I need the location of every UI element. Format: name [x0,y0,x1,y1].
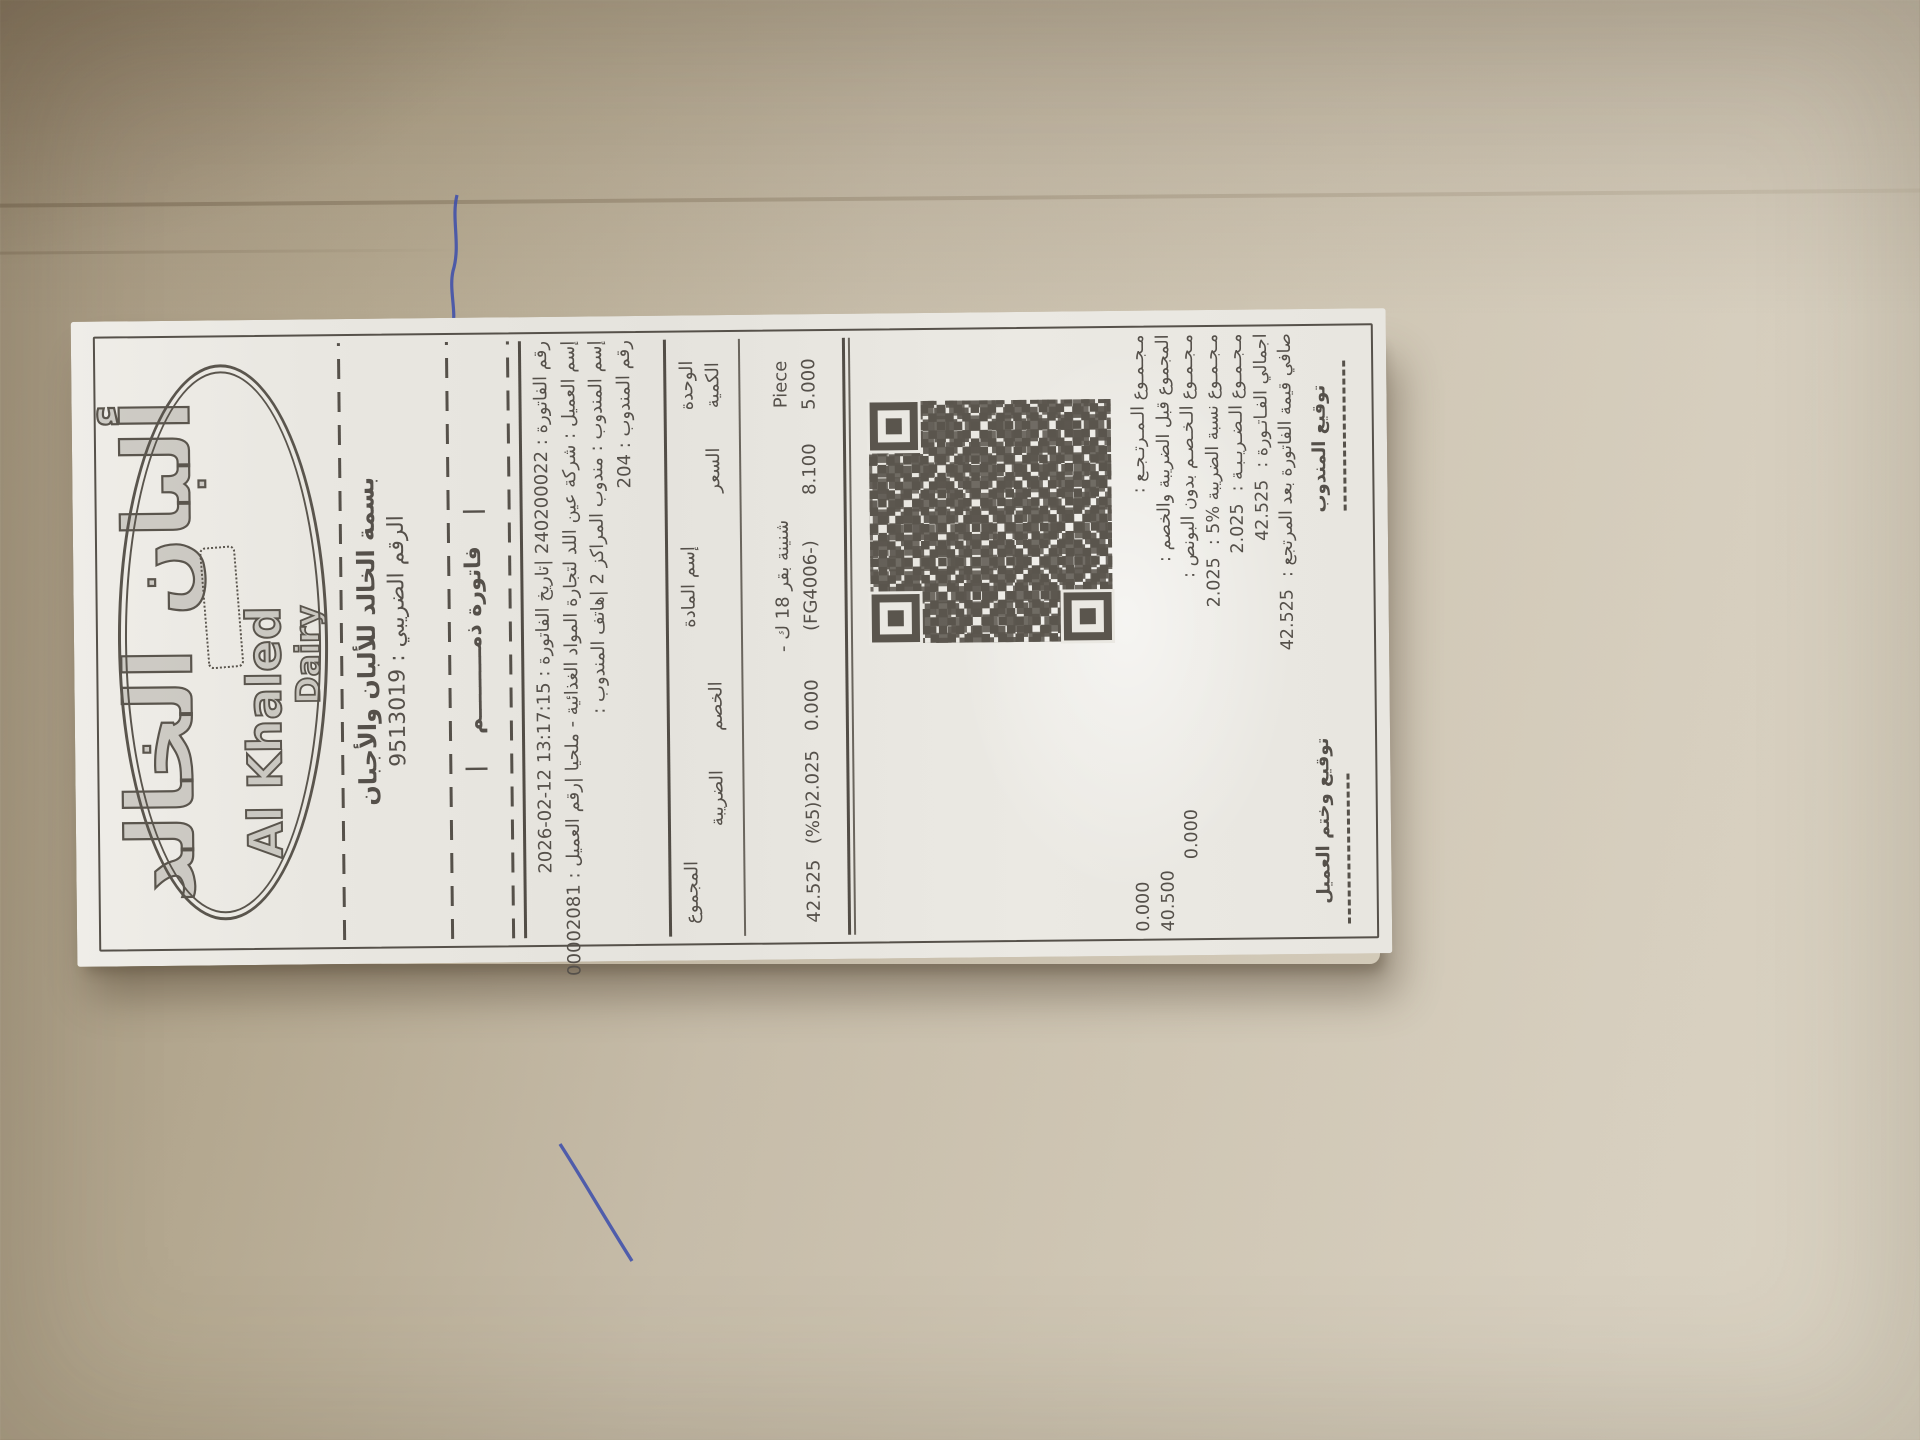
col-price-header: السعر [703,447,725,493]
item-price: 8.100 [798,443,821,496]
total-label: مـجـمـوع نسبة الضريبة %5 : [1201,333,1224,546]
item-tax: 2.025(%5) [802,749,825,845]
document-type: | فاتورة ذمـــــــــم | [460,507,489,773]
spacer [769,430,796,508]
logo-dairy-text: Dairy [287,604,328,705]
col-discount-header: الخصم [705,681,727,732]
logo-arabic-text: ألبان الخالد [103,398,216,904]
salesman-signature-line [1342,361,1347,511]
spacer [677,664,704,748]
pen-mark-top [443,193,469,328]
total-label: مـجـمـوع الـضـريـبـة : [1225,333,1248,492]
col-total-header: المجموع [681,860,703,925]
spacer [678,748,705,848]
dashed-divider [506,341,515,938]
col-item-name-header: إسم المادة [678,546,700,628]
solid-divider [663,340,672,937]
table-edge-line-2 [0,248,470,254]
col-unit-header: الوحدة [676,360,698,411]
table-edge-line [0,188,1920,208]
table-header-row-2 [700,339,732,936]
brand-logo [103,364,331,922]
total-label: مـجـمـوع الـخـصـم بدون البونص : [1176,334,1200,578]
item-row-line-1 [768,338,800,935]
invoice-number-line: رقم الفاتورة : 240200022 |تاريخ الفاتورة : 13:17:15 12-02-2026 [529,340,557,874]
pen-mark-bottom [556,1140,636,1265]
net-after-returns [1273,333,1304,930]
receipt [71,308,1393,977]
spacer [705,848,732,936]
total-label: صافي قيمة الفاتورة بعد المرتجع : [1274,333,1298,578]
salesman-signature-label: توقيع المندوب [1307,384,1331,513]
spacer [675,431,702,509]
total-value: 0.000 [1181,808,1203,860]
spacer [772,747,799,847]
spacer [773,847,800,935]
logo-english-text: Al Khaled [236,606,295,859]
total-label: مـجـمـوع الـمـرتـجـع : [1127,334,1150,494]
total-value: 2.025 [1227,503,1249,554]
tax-number-line: الرقم الضريبي : 9513019 [383,515,412,767]
total-value: 42.525 [1251,479,1273,542]
solid-divider [518,341,527,938]
invoice-info-block [527,340,643,977]
qr-finder-top-left [869,591,924,646]
total-label: اجمالي الفـاتـورة : [1250,333,1272,468]
receipt-paper [71,308,1393,977]
salesman-line: إسم المندوب : مندوب المراكز 2 |هاتف المندوب : [584,340,610,714]
item-unit: Piece [770,360,792,409]
item-code: ‎(FG4006-) [799,540,822,632]
signature-row [1307,333,1334,930]
signature-lines [1341,333,1350,930]
dashed-divider [445,342,454,939]
item-total: 42.525 [803,859,825,923]
total-value: 42.525 [1277,588,1299,651]
qr-finder-top-right [867,399,922,454]
item-name: شنينة بقر 18 ك - [771,519,795,653]
dashed-divider [337,343,346,940]
table-header-underline [738,339,746,936]
item-discount: 0.000 [801,679,823,732]
store-title: بسمة الخالد للألبان والأجبان [351,476,383,806]
total-value: 0.000 [1133,881,1155,932]
item-qty: 5.000 [798,358,820,411]
item-row-line-2 [796,338,828,935]
qr-finder-bottom-left [1061,589,1116,644]
salesman-number-line: رقم المندوب : 204 [612,340,635,489]
customer-signature-line [1346,774,1351,924]
col-tax-header: الضريبة [706,769,728,827]
customer-line: إسم العميل : شركة عين اللد لتجارة المواد الغذائية - ملحيا |رقم العميل : 00002081 [557,340,586,977]
totals-block [1126,333,1304,932]
total-label: المجموع قبل الضريبة والخصم : [1152,334,1175,563]
total-value: 40.500 [1157,870,1179,932]
total-value: 2.025 [1203,557,1225,608]
qr-code [869,399,1114,644]
col-qty-header: الكمية [702,362,724,409]
spacer [771,663,798,747]
customer-signature-label: توقيع وختم العميل [1311,737,1335,904]
spacer [702,509,730,664]
